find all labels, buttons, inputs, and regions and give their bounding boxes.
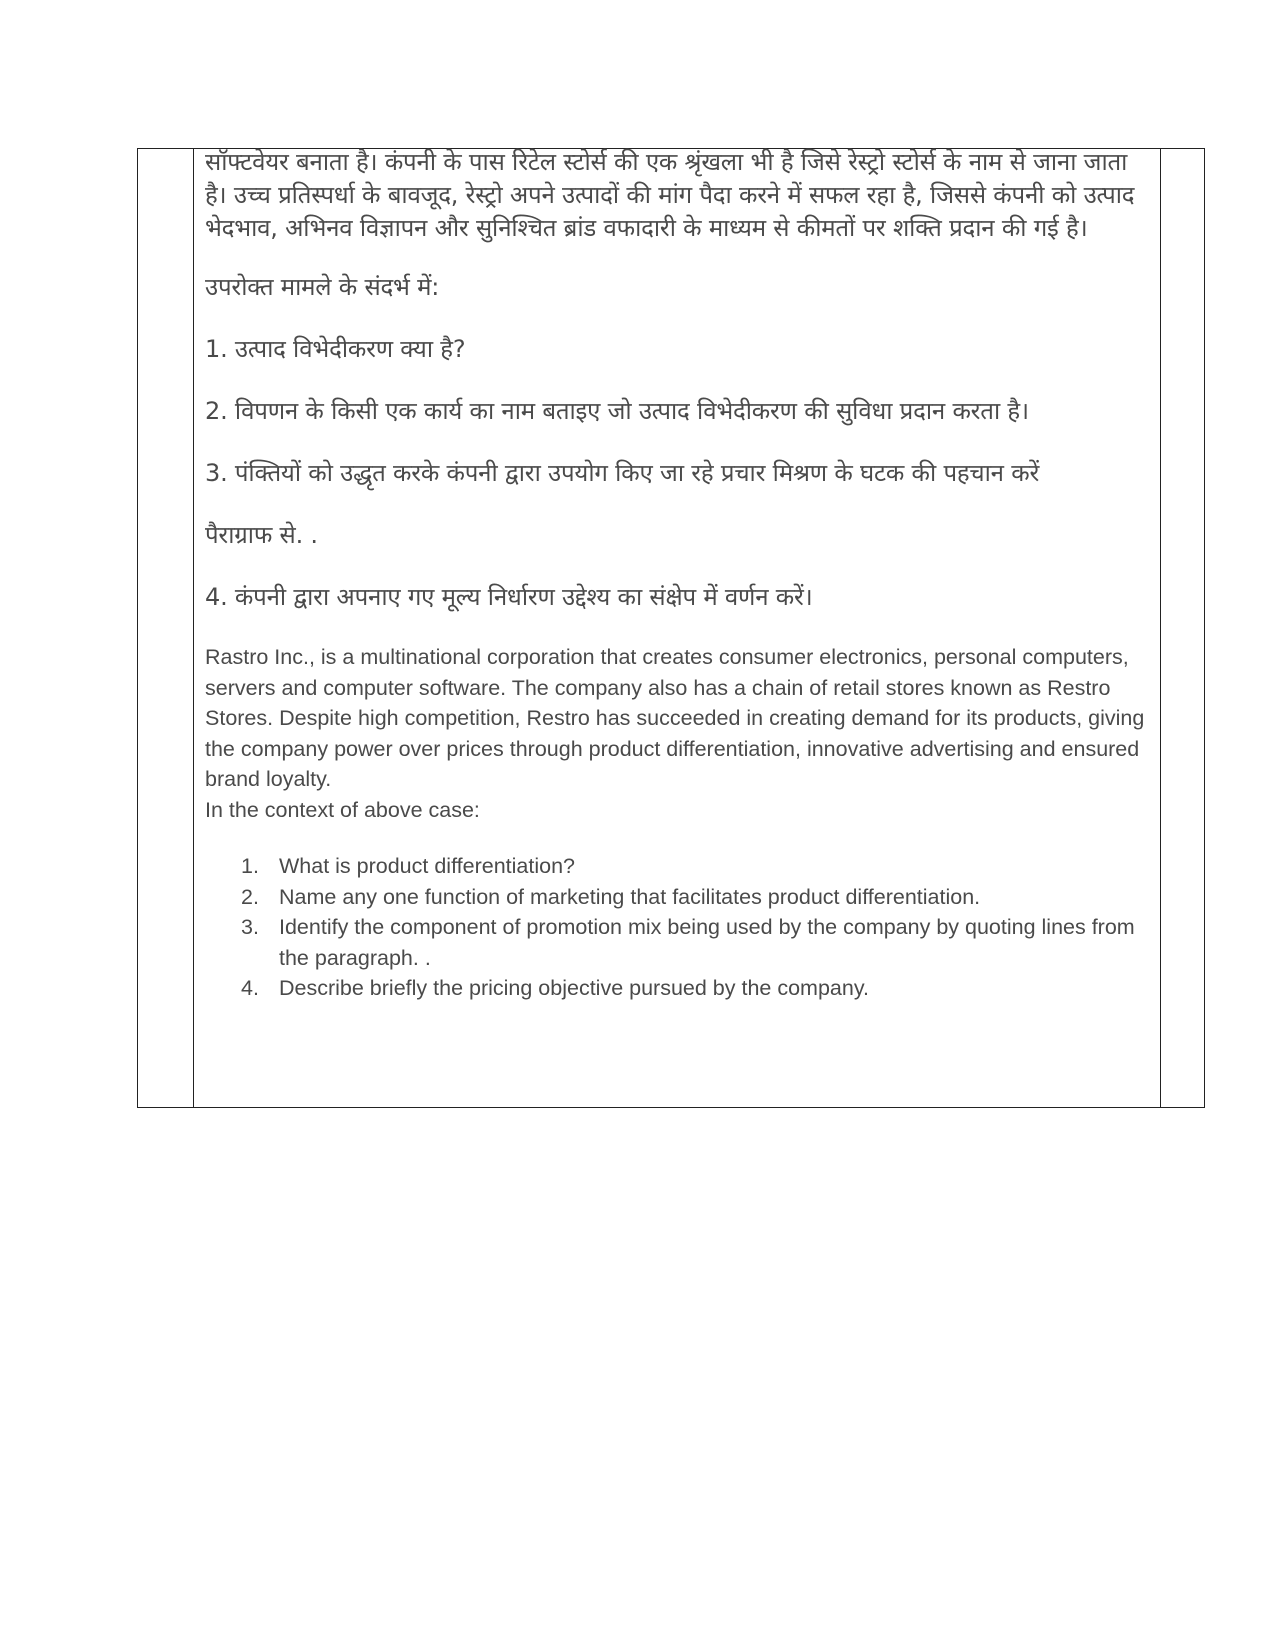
column-divider-right: [1160, 149, 1161, 1107]
question-text: Identify the component of promotion mix being used by the company by quoting lines from the paragraph. .: [279, 915, 1135, 970]
english-question-3: [205, 912, 1155, 973]
question-number: 1.: [241, 854, 259, 878]
hindi-question-4: 4. कंपनी द्वारा अपनाए गए मूल्य निर्धारण उद्देश्य का संक्षेप में वर्णन करें।: [205, 583, 813, 611]
english-passage: Rastro Inc., is a multinational corporation that creates consumer electronics, personal computers, servers and computer software. The company also has a chain of retail stores known as Restro Stores. Despite high competition, Restro has succeeded in creating demand for its products, giving the company power over prices through product differentiation, innovative advertising and ensured brand loyalty.: [205, 645, 1145, 791]
question-table: [137, 148, 1205, 1108]
hindi-question-1: 1. उत्पाद विभेदीकरण क्या है?: [205, 335, 466, 363]
question-number: 2.: [241, 884, 259, 909]
question-text: Describe briefly the pricing objective pursued by the company.: [279, 976, 869, 1000]
hindi-question-2: 2. विपणन के किसी एक कार्य का नाम बताइए जो उत्पाद विभेदीकरण की सुविधा प्रदान करता है।: [205, 397, 1029, 425]
hindi-question-3: 3. पंक्तियों को उद्धृत करके कंपनी द्वारा उपयोग किए जा रहे प्रचार मिश्रण के घटक की पहचान करें: [205, 459, 1040, 487]
hindi-context-heading: उपरोक्त मामले के संदर्भ में:: [205, 273, 440, 301]
hindi-passage-continuation: सॉफ्टवेयर बनाता है। कंपनी के पास रिटेल स्टोर्स की एक श्रृंखला भी है जिसे रेस्ट्रो स्टोर्स के नाम से जाना जाता है। उच्च प्रतिस्पर्धा के बावजूद, रेस्ट्रो अपने उत्पादों की मांग पैदा करने में सफल रहा है, जिससे कंपनी को उत्पाद भेदभाव, अभिनव विज्ञापन और सुनिश्चित ब्रांड वफादारी के माध्यम से कीमतों पर शक्ति प्रदान की गई है।: [205, 148, 1135, 242]
english-question-2: [205, 882, 1155, 913]
question-text: What is product differentiation?: [279, 854, 575, 878]
english-context-heading: In the context of above case:: [205, 797, 480, 822]
question-text: Name any one function of marketing that facilitates product differentiation.: [279, 884, 981, 909]
english-question-1: [205, 851, 1155, 882]
question-number: 3.: [241, 915, 259, 939]
column-divider-left: [193, 149, 194, 1107]
question-number: 4.: [241, 976, 259, 1000]
hindi-question-3-continued: पैराग्राफ से. .: [205, 521, 318, 549]
question-content-cell: [205, 149, 1155, 1004]
english-question-4: [205, 973, 1155, 1004]
english-question-list: [205, 851, 1155, 1004]
